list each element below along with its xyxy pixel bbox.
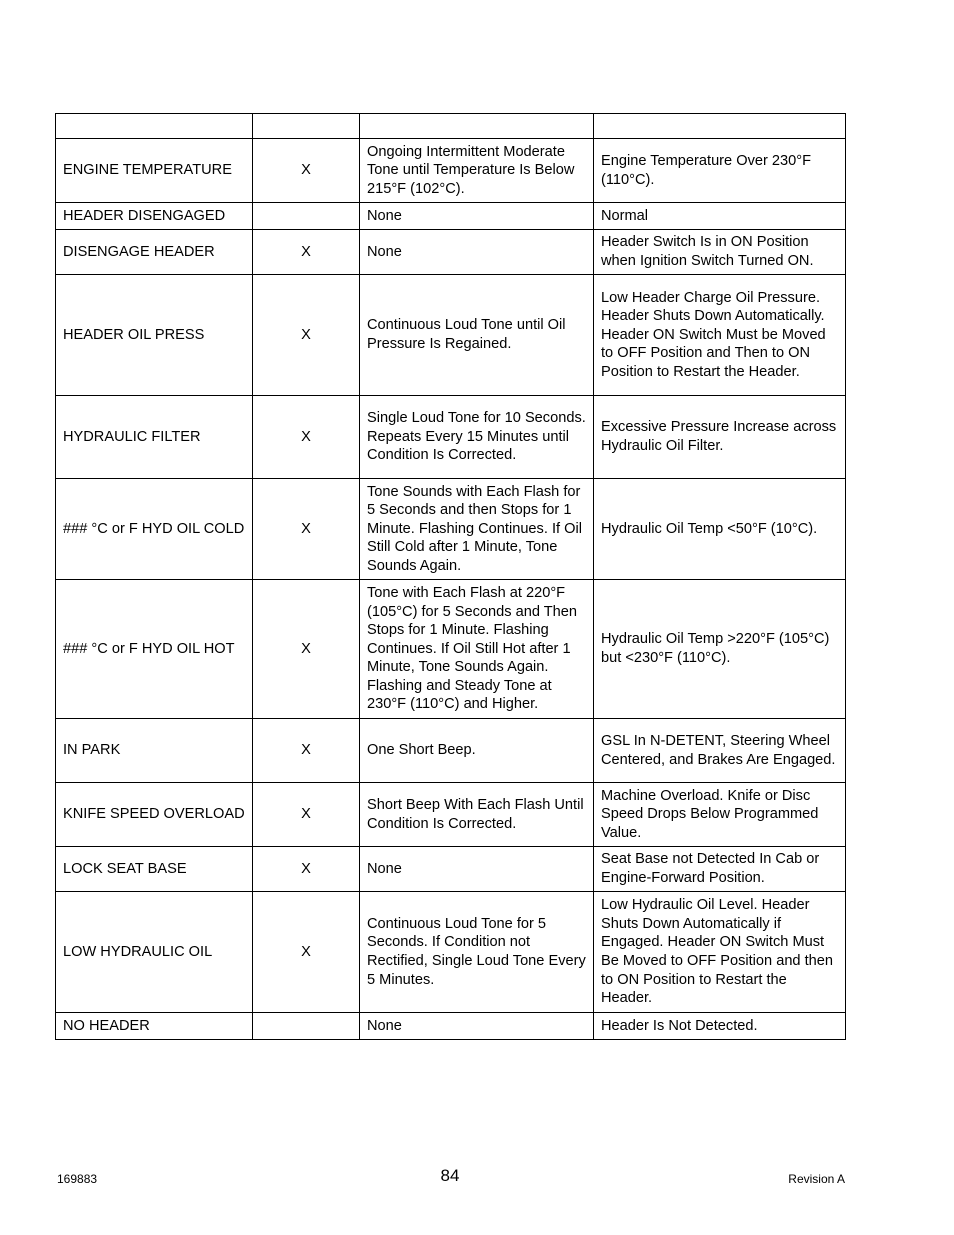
cell-flag: X (253, 580, 360, 719)
cell-flag: X (253, 230, 360, 275)
cell-message: HEADER DISENGAGED (56, 203, 253, 230)
header-cell-condition (594, 114, 846, 139)
cell-flag: X (253, 275, 360, 396)
cell-flag (253, 1013, 360, 1040)
cell-tone: Ongoing Intermittent Moderate Tone until Temperature Is Below 215°F (102°C). (360, 139, 594, 203)
table-header-row (56, 114, 846, 139)
table-row (56, 1013, 846, 1040)
revision-label: Revision A (788, 1172, 845, 1186)
table-row (56, 783, 846, 847)
cell-message: NO HEADER (56, 1013, 253, 1040)
cell-condition: Seat Base not Detected In Cab or Engine-Forward Position. (594, 847, 846, 892)
cell-message: LOCK SEAT BASE (56, 847, 253, 892)
message-table-body (56, 114, 846, 1040)
table-row (56, 479, 846, 580)
cell-message: KNIFE SPEED OVERLOAD (56, 783, 253, 847)
cell-condition: Normal (594, 203, 846, 230)
cell-message: HYDRAULIC FILTER (56, 396, 253, 479)
cell-tone: None (360, 230, 594, 275)
cell-flag: X (253, 892, 360, 1013)
cell-tone: Single Loud Tone for 10 Seconds. Repeats Every 15 Minutes until Condition Is Corrected. (360, 396, 594, 479)
cell-condition: Low Header Charge Oil Pressure. Header Shuts Down Automatically. Header ON Switch Must be Moved to OFF Position and Then to ON Position to Restart the Header. (594, 275, 846, 396)
cell-tone: One Short Beep. (360, 719, 594, 783)
cell-tone: Tone with Each Flash at 220°F (105°C) for 5 Seconds and Then Stops for 1 Minute. Flashing Continues. If Oil Still Hot after 1 Minute, Tone Sounds Again. Flashing and Steady Tone at 230°F (110°C) and Higher. (360, 580, 594, 719)
cell-condition: Low Hydraulic Oil Level. Header Shuts Down Automatically if Engaged. Header ON Switch Must Be Moved to OFF Position and then to ON Position to Restart the Header. (594, 892, 846, 1013)
cell-condition: Hydraulic Oil Temp <50°F (10°C). (594, 479, 846, 580)
table-row (56, 275, 846, 396)
table-row (56, 892, 846, 1013)
cell-tone: Continuous Loud Tone for 5 Seconds. If Condition not Rectified, Single Loud Tone Every 5 Minutes. (360, 892, 594, 1013)
cell-condition: Excessive Pressure Increase across Hydraulic Oil Filter. (594, 396, 846, 479)
cell-tone: Continuous Loud Tone until Oil Pressure Is Regained. (360, 275, 594, 396)
cell-flag: X (253, 396, 360, 479)
table-row (56, 139, 846, 203)
header-cell-message (56, 114, 253, 139)
cell-condition: Header Switch Is in ON Position when Ignition Switch Turned ON. (594, 230, 846, 275)
cell-flag: X (253, 479, 360, 580)
cell-tone: None (360, 203, 594, 230)
cell-condition: Engine Temperature Over 230°F (110°C). (594, 139, 846, 203)
cell-tone: None (360, 1013, 594, 1040)
cell-flag: X (253, 783, 360, 847)
cell-flag (253, 203, 360, 230)
table-row (56, 396, 846, 479)
message-table-container (55, 113, 845, 1040)
header-cell-flag (253, 114, 360, 139)
cell-condition: Hydraulic Oil Temp >220°F (105°C) but <230°F (110°C). (594, 580, 846, 719)
cell-condition: Machine Overload. Knife or Disc Speed Drops Below Programmed Value. (594, 783, 846, 847)
cell-flag: X (253, 139, 360, 203)
document-number: 169883 (57, 1172, 98, 1186)
table-row (56, 847, 846, 892)
header-cell-tone (360, 114, 594, 139)
page-number: 84 (440, 1166, 460, 1185)
cell-message: ### °C or F HYD OIL COLD (56, 479, 253, 580)
cell-tone: Tone Sounds with Each Flash for 5 Seconds and then Stops for 1 Minute. Flashing Continues. If Oil Still Cold after 1 Minute, Tone Sounds Again. (360, 479, 594, 580)
cell-tone: None (360, 847, 594, 892)
cell-condition: Header Is Not Detected. (594, 1013, 846, 1040)
cell-message: IN PARK (56, 719, 253, 783)
message-table (55, 113, 846, 1040)
table-row (56, 203, 846, 230)
table-row (56, 230, 846, 275)
cell-message: ENGINE TEMPERATURE (56, 139, 253, 203)
cell-message: ### °C or F HYD OIL HOT (56, 580, 253, 719)
table-row (56, 719, 846, 783)
cell-message: LOW HYDRAULIC OIL (56, 892, 253, 1013)
cell-condition: GSL In N-DETENT, Steering Wheel Centered, and Brakes Are Engaged. (594, 719, 846, 783)
cell-flag: X (253, 719, 360, 783)
cell-message: DISENGAGE HEADER (56, 230, 253, 275)
cell-message: HEADER OIL PRESS (56, 275, 253, 396)
cell-flag: X (253, 847, 360, 892)
cell-tone: Short Beep With Each Flash Until Condition Is Corrected. (360, 783, 594, 847)
table-row (56, 580, 846, 719)
